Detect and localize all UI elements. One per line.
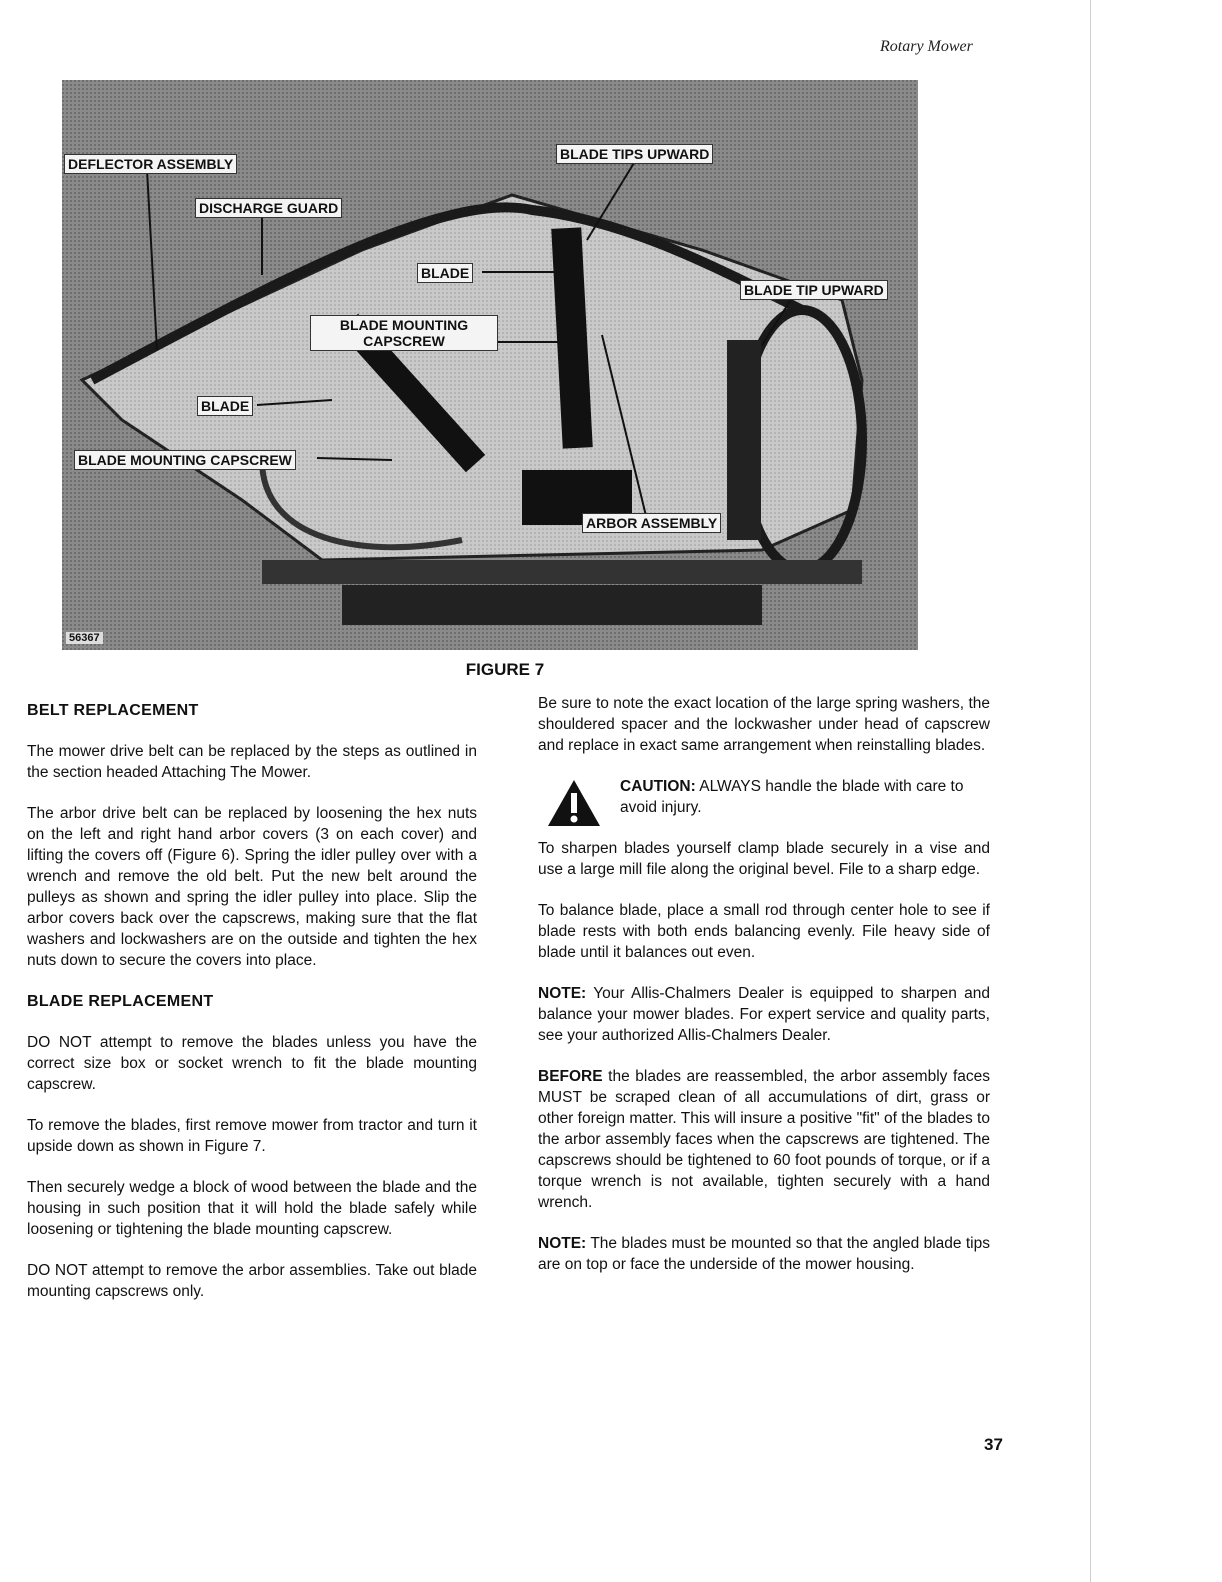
note-text: The blades must be mounted so that the angled blade tips are on top or face the underside of the mower housing.: [538, 1235, 990, 1273]
note-paragraph: [538, 1233, 990, 1275]
label-deflector-assembly: DEFLECTOR ASSEMBLY: [64, 154, 237, 174]
heading-belt-replacement: BELT REPLACEMENT: [27, 702, 199, 719]
label-arbor-assembly: ARBOR ASSEMBLY: [582, 513, 721, 533]
paragraph: DO NOT attempt to remove the arbor assemblies. Take out blade mounting capscrews only.: [27, 1262, 477, 1300]
paragraph: The arbor drive belt can be replaced by loosening the hex nuts on the left and right hand arbor covers (3 on each cover) and lifting the covers off (Figure 6). Spring the idler pulley over with a wrench and remove the old belt. Put the new belt around the pulleys as shown and spring the idler pulley into place. Slip the arbor covers back over the capscrews, making sure that the flat washers and lockwashers are on the outside and tighten the hex nuts down to secure the covers into place.: [27, 805, 477, 969]
paragraph: Be sure to note the exact location of the large spring washers, the shouldered spacer and the lockwasher under head of capscrew and replace in exact same arrangement when reinstalling blades.: [538, 695, 990, 754]
left-column: [27, 700, 477, 1322]
label-blade-mounting-capscrew-left: BLADE MOUNTING CAPSCREW: [74, 450, 296, 470]
note-label: NOTE:: [538, 1235, 587, 1252]
caution-block: [538, 776, 990, 818]
figure-photo: [62, 80, 918, 650]
caution-text: ALWAYS handle the blade with care to avoid injury.: [620, 778, 964, 816]
note-paragraph: [538, 983, 990, 1046]
warning-triangle-icon: [546, 778, 602, 828]
caution-label: CAUTION:: [620, 778, 696, 795]
label-blade-tip-upward: BLADE TIP UPWARD: [740, 280, 888, 300]
page-edge-line: [1090, 0, 1091, 1582]
figure-caption: FIGURE 7: [465, 660, 545, 679]
running-head: Rotary Mower: [880, 38, 973, 55]
paragraph: To remove the blades, first remove mower from tractor and turn it upside down as shown in Figure 7.: [27, 1117, 477, 1155]
right-column: [538, 693, 990, 1295]
paragraph: Then securely wedge a block of wood between the blade and the housing in such position that it will hold the blade safely while loosening or tightening the blade mounting capscrew.: [27, 1179, 477, 1238]
label-blade-tips-upward: BLADE TIPS UPWARD: [556, 144, 713, 164]
label-discharge-guard: DISCHARGE GUARD: [195, 198, 342, 218]
label-blade-left: BLADE: [197, 396, 253, 416]
before-text: the blades are reassembled, the arbor assembly faces MUST be scraped clean of all accumulations of dirt, grass or other foreign matter. This will insure a positive "fit" of the blades to the arbor assembly faces when the capscrews are tightened. The capscrews should be tightened to 60 foot pounds of torque, or if a torque wrench is not available, tighten securely with a hand wrench.: [538, 1068, 990, 1211]
label-blade-top: BLADE: [417, 263, 473, 283]
label-blade-mounting-capscrew-top: BLADE MOUNTING CAPSCREW: [310, 315, 498, 351]
heading-blade-replacement: BLADE REPLACEMENT: [27, 993, 214, 1010]
paragraph: To sharpen blades yourself clamp blade securely in a vise and use a large mill file along the original bevel. File to a sharp edge.: [538, 840, 990, 878]
page-number: 37: [984, 1435, 1003, 1454]
before-paragraph: [538, 1066, 990, 1213]
note-label: NOTE:: [538, 985, 587, 1002]
before-label: BEFORE: [538, 1068, 603, 1085]
note-text: Your Allis-Chalmers Dealer is equipped to sharpen and balance your mower blades. For expert service and quality parts, see your authorized Allis-Chalmers Dealer.: [538, 985, 991, 1044]
paragraph: DO NOT attempt to remove the blades unless you have the correct size box or socket wrench to fit the blade mounting capscrew.: [27, 1034, 477, 1093]
photo-id: 56367: [66, 632, 103, 644]
paragraph: The mower drive belt can be replaced by the steps as outlined in the section headed Attaching The Mower.: [27, 743, 477, 781]
paragraph: To balance blade, place a small rod through center hole to see if blade rests with both ends balancing evenly. File heavy side of blade until it balances out even.: [538, 902, 990, 961]
